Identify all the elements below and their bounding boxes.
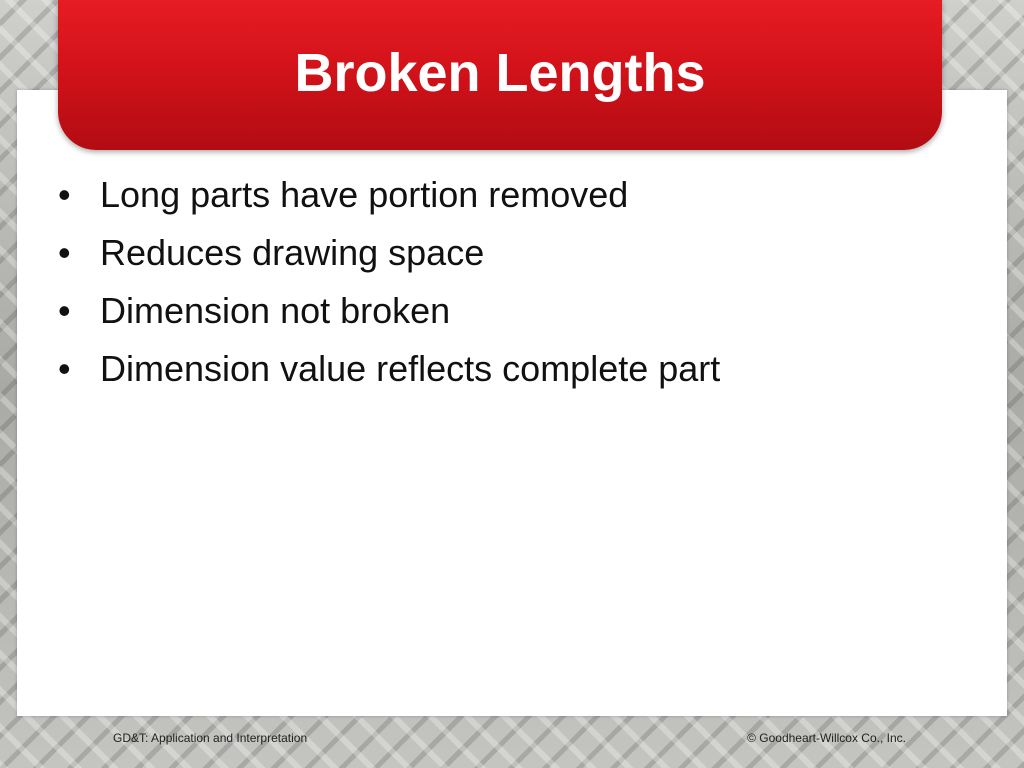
- bullet-dot-icon: •: [58, 290, 71, 331]
- footer-copyright: © Goodheart-Willcox Co., Inc.: [747, 731, 906, 745]
- bullet-dot-icon: •: [58, 232, 71, 273]
- bullet-text: Long parts have portion removed: [100, 174, 629, 215]
- bullet-text: Dimension value reflects complete part: [100, 348, 721, 389]
- bullet-item: [58, 224, 720, 282]
- bullet-item: [58, 282, 720, 340]
- bullet-item: [58, 166, 720, 224]
- bullet-text: Dimension not broken: [100, 290, 451, 331]
- bullet-item: [58, 340, 720, 398]
- bullet-dot-icon: •: [58, 348, 71, 389]
- title-banner: [58, 0, 942, 150]
- bullet-list: [58, 166, 720, 398]
- bullet-dot-icon: •: [58, 174, 71, 215]
- slide-title: Broken Lengths: [294, 43, 706, 103]
- footer-course-title: GD&T: Application and Interpretation: [113, 731, 308, 745]
- bullet-text: Reduces drawing space: [100, 232, 485, 273]
